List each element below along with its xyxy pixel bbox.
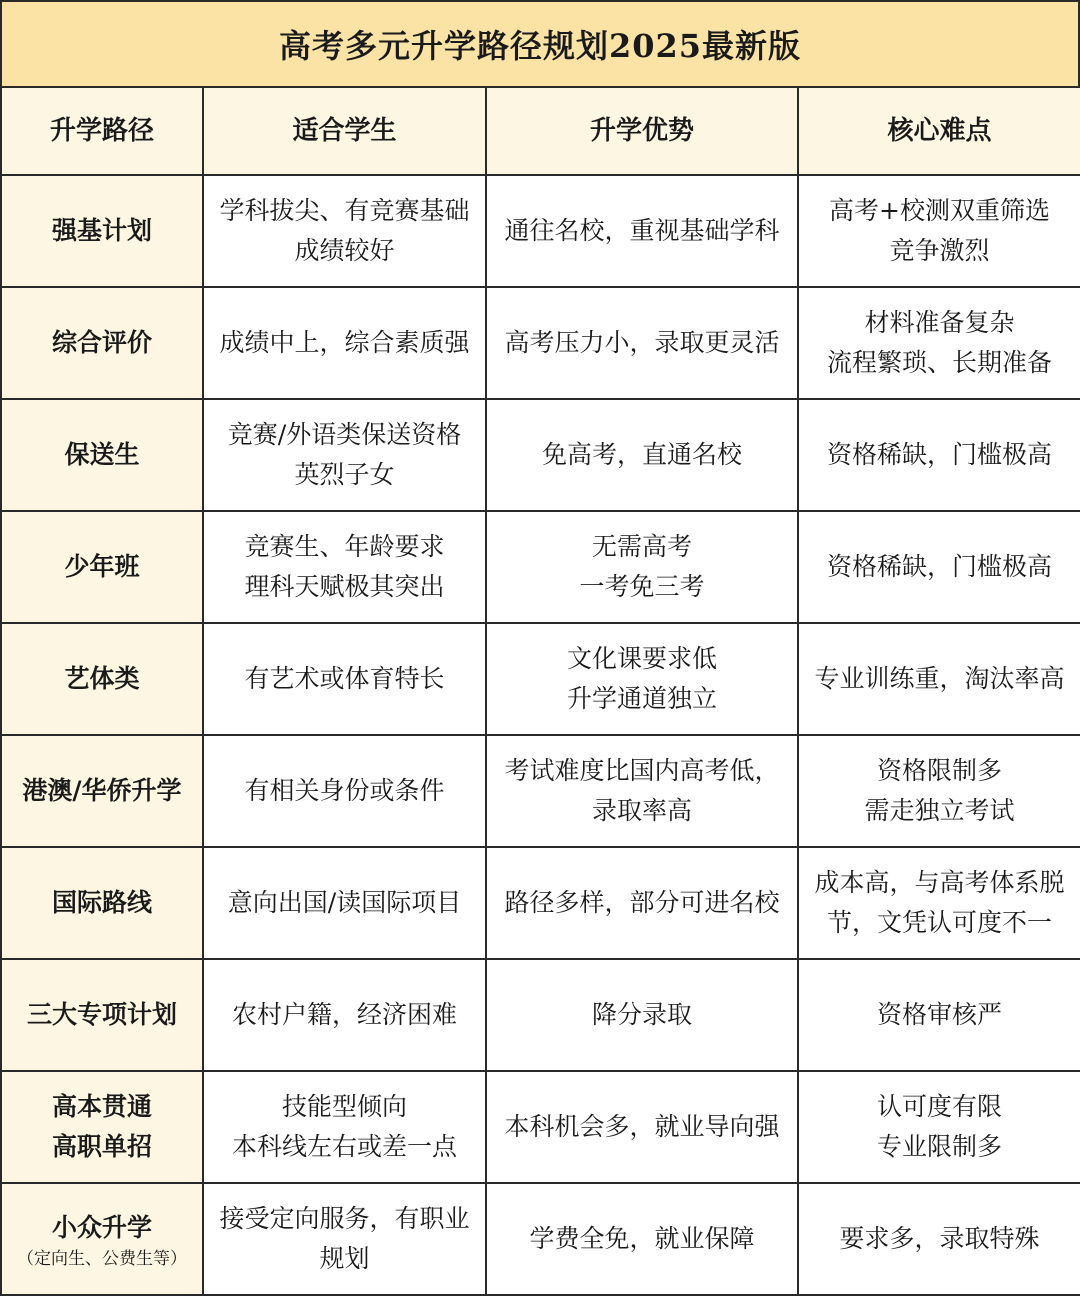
students-cell — [203, 511, 486, 623]
cell-text-line: 高考压力小，录取更灵活 — [504, 328, 780, 357]
cell-text-line: 农村户籍，经济困难 — [231, 1000, 457, 1029]
path-cell — [1, 1183, 203, 1295]
advantages-cell — [486, 1071, 798, 1183]
cell-text-line: 录取率高 — [591, 796, 692, 825]
cell-text-line: 竞争激烈 — [889, 236, 990, 265]
table-row — [1, 959, 1080, 1071]
cell-text-line: 学费全免，就业保障 — [529, 1224, 755, 1253]
cell-text-line: 保送生 — [64, 440, 140, 469]
cell-text-line: 接受定向服务，有职业 — [219, 1204, 470, 1233]
cell-text-line: 高考+校测双重筛选 — [829, 196, 1050, 225]
table-row — [1, 735, 1080, 847]
table-header-row — [1, 87, 1080, 175]
cell-text-line: 考试难度比国内高考低， — [504, 756, 780, 785]
cell-text-line: 材料准备复杂 — [864, 308, 1015, 337]
students-cell — [203, 959, 486, 1071]
path-cell — [1, 399, 203, 511]
cell-text-line: 成绩较好 — [294, 236, 395, 265]
cell-text-line: 少年班 — [64, 552, 140, 581]
cell-text-line: 艺体类 — [64, 664, 140, 693]
path-cell — [1, 175, 203, 287]
path-cell — [1, 287, 203, 399]
advantages-cell — [486, 1183, 798, 1295]
cell-text-line: 意向出国/读国际项目 — [227, 888, 462, 917]
students-cell — [203, 175, 486, 287]
cell-text-line: 规划 — [319, 1244, 370, 1273]
cell-text-line: 综合评价 — [51, 328, 152, 357]
advantages-cell — [486, 735, 798, 847]
cell-text-line: 成本高，与高考体系脱 — [814, 868, 1065, 897]
difficulties-cell — [798, 959, 1080, 1071]
difficulties-cell — [798, 847, 1080, 959]
cell-text-line: 国际路线 — [51, 888, 152, 917]
table-row — [1, 287, 1080, 399]
table-row — [1, 1071, 1080, 1183]
cell-text-line: 专业限制多 — [876, 1132, 1002, 1161]
students-cell — [203, 1183, 486, 1295]
students-cell — [203, 1071, 486, 1183]
table-row — [1, 1183, 1080, 1295]
cell-text-line: 通往名校，重视基础学科 — [504, 216, 780, 245]
advantages-cell — [486, 959, 798, 1071]
difficulties-cell — [798, 735, 1080, 847]
path-cell — [1, 735, 203, 847]
cell-text-line: 港澳/华侨升学 — [22, 776, 182, 805]
column-header-advantages: 升学优势 — [486, 87, 798, 175]
cell-text-line: 本科线左右或差一点 — [231, 1132, 457, 1161]
cell-text-line: 竞赛/外语类保送资格 — [227, 420, 462, 449]
path-cell — [1, 623, 203, 735]
cell-text-line: 节，文凭认可度不一 — [826, 908, 1052, 937]
cell-text-line: 英烈子女 — [294, 460, 395, 489]
cell-text-line: 三大专项计划 — [26, 1000, 177, 1029]
cell-text-line: 专业训练重，淘汰率高 — [814, 664, 1065, 693]
advantages-cell — [486, 175, 798, 287]
difficulties-cell — [798, 623, 1080, 735]
path-cell — [1, 959, 203, 1071]
cell-text-line: 小众升学 — [51, 1213, 152, 1242]
advantages-cell — [486, 847, 798, 959]
cell-text-line: 成绩中上，综合素质强 — [219, 328, 470, 357]
cell-text-line: 本科机会多，就业导向强 — [504, 1112, 780, 1141]
cell-text-line: 流程繁琐、长期准备 — [826, 348, 1052, 377]
path-cell — [1, 847, 203, 959]
cell-text-line: 需走独立考试 — [864, 796, 1015, 825]
cell-text-line: 高本贯通 — [51, 1092, 152, 1121]
advantages-cell — [486, 287, 798, 399]
students-cell — [203, 735, 486, 847]
table-row — [1, 175, 1080, 287]
cell-text-line: 资格审核严 — [876, 1000, 1002, 1029]
difficulties-cell — [798, 511, 1080, 623]
cell-text-line: 资格稀缺，门槛极高 — [826, 552, 1052, 581]
table-row — [1, 399, 1080, 511]
cell-text-line: 竞赛生、年龄要求 — [244, 532, 445, 561]
cell-text-line: 有艺术或体育特长 — [244, 664, 445, 693]
difficulties-cell — [798, 287, 1080, 399]
admission-paths-table — [0, 86, 1080, 1296]
page-title: 高考多元升学路径规划2025最新版 — [0, 0, 1080, 88]
cell-text-line: 要求多，录取特殊 — [839, 1224, 1040, 1253]
table-row — [1, 847, 1080, 959]
table-row — [1, 511, 1080, 623]
cell-text-line: 降分录取 — [591, 1000, 692, 1029]
difficulties-cell — [798, 399, 1080, 511]
cell-text-line: 资格稀缺，门槛极高 — [826, 440, 1052, 469]
cell-text-line: 学科拔尖、有竞赛基础 — [219, 196, 470, 225]
difficulties-cell — [798, 175, 1080, 287]
cell-text-line: 无需高考 — [591, 532, 692, 561]
difficulties-cell — [798, 1071, 1080, 1183]
cell-text-line: 认可度有限 — [876, 1092, 1002, 1121]
cell-text-line: 路径多样，部分可进名校 — [504, 888, 780, 917]
cell-text-line: 技能型倾向 — [281, 1092, 407, 1121]
difficulties-cell — [798, 1183, 1080, 1295]
column-header-path: 升学路径 — [1, 87, 203, 175]
cell-text-line: 一考免三考 — [579, 572, 705, 601]
cell-text-line: 有相关身份或条件 — [244, 776, 445, 805]
column-header-students: 适合学生 — [203, 87, 486, 175]
cell-text-line: 升学通道独立 — [566, 684, 717, 713]
path-cell — [1, 1071, 203, 1183]
cell-text-line: 高职单招 — [51, 1132, 152, 1161]
cell-text-line: 强基计划 — [51, 216, 152, 245]
advantages-cell — [486, 399, 798, 511]
students-cell — [203, 623, 486, 735]
cell-text-line: 免高考，直通名校 — [541, 440, 742, 469]
column-header-difficulties: 核心难点 — [798, 87, 1080, 175]
students-cell — [203, 847, 486, 959]
path-cell — [1, 511, 203, 623]
table-row — [1, 623, 1080, 735]
students-cell — [203, 399, 486, 511]
advantages-cell — [486, 511, 798, 623]
students-cell — [203, 287, 486, 399]
cell-text-line: 文化课要求低 — [566, 644, 717, 673]
cell-text-line: 理科天赋极其突出 — [244, 572, 445, 601]
cell-text-line: 资格限制多 — [876, 756, 1002, 785]
advantages-cell — [486, 623, 798, 735]
table-body — [1, 175, 1080, 1295]
path-note: （定向生、公费生等） — [17, 1249, 187, 1269]
